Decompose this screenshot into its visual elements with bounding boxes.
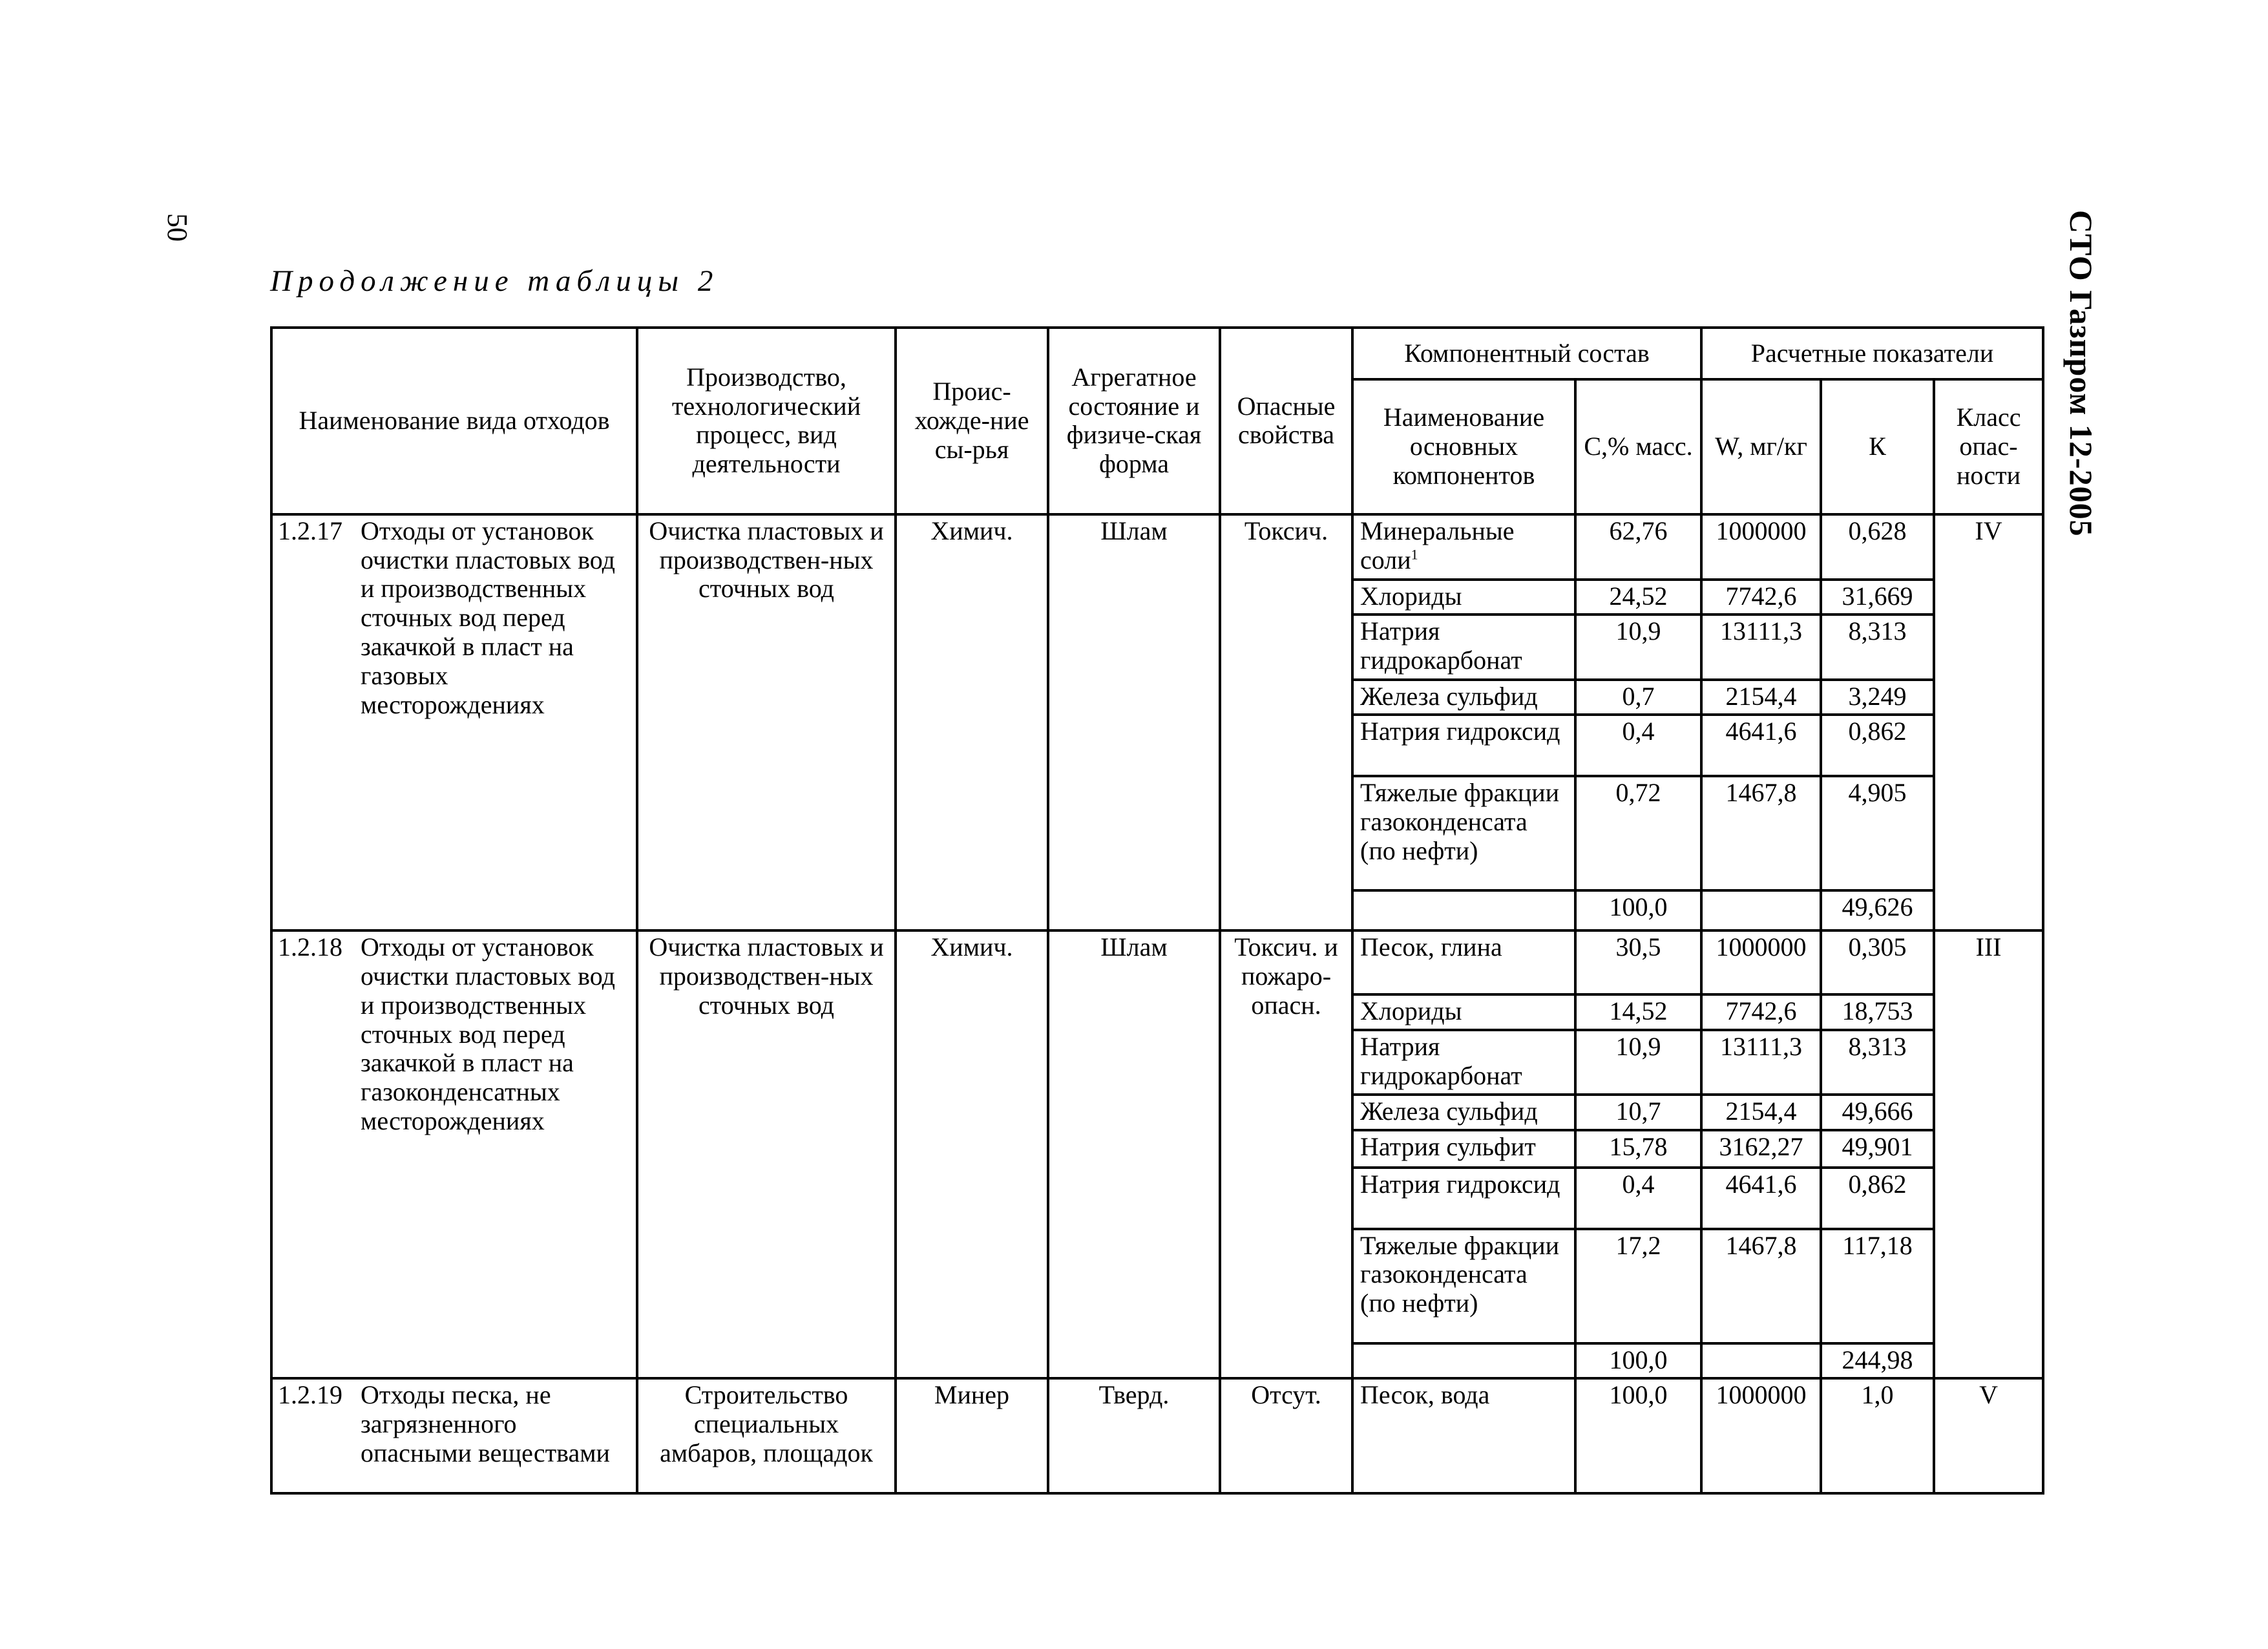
c-value: 17,2	[1575, 1229, 1701, 1343]
c-value: 0,4	[1575, 1168, 1701, 1229]
state-cell: Шлам	[1048, 930, 1220, 1378]
waste-name: Отходы от установок очистки пластовых вод и производственных сточных вод перед закачкой в пласт на газовых месторождениях	[361, 516, 615, 719]
c-value: 10,9	[1575, 1030, 1701, 1095]
component-name: Хлориды	[1360, 581, 1462, 611]
k-value: 49,666	[1821, 1095, 1934, 1129]
k-value: 0,628	[1821, 514, 1934, 580]
hazard-class-cell: III	[1934, 930, 2043, 1378]
w-value: 7742,6	[1701, 994, 1821, 1029]
danger-cell: Токсич.	[1220, 514, 1352, 930]
component-name-cell	[1352, 994, 1575, 1029]
c-value: 10,9	[1575, 614, 1701, 680]
document-code-header: СТО Газпром 12-2005	[2063, 210, 2099, 537]
footnote-mark: 1	[1411, 546, 1418, 563]
c-value: 100,0	[1575, 1378, 1701, 1493]
hazard-class-cell: IV	[1934, 514, 2043, 930]
c-value: 10,7	[1575, 1095, 1701, 1129]
table-row	[271, 930, 2043, 994]
waste-name-cell	[271, 1378, 637, 1493]
total-w-empty	[1701, 1343, 1821, 1378]
component-name: Железа сульфид	[1360, 681, 1538, 711]
origin-cell: Химич.	[896, 514, 1048, 930]
component-name-cell	[1352, 614, 1575, 680]
origin-cell: Химич.	[896, 930, 1048, 1378]
header-process: Производство, технологический процесс, вид деятельности	[637, 328, 896, 514]
waste-name: Отходы от установок очистки пластовых вод и производственных сточных вод перед закачкой в пласт на газоконденсатных месторождениях	[361, 932, 615, 1136]
total-c: 100,0	[1575, 1343, 1701, 1378]
process-cell: Очистка пластовых и производствен-ных сточных вод	[637, 930, 896, 1378]
w-value: 13111,3	[1701, 1030, 1821, 1095]
w-value: 1000000	[1701, 930, 1821, 994]
component-name: Песок, глина	[1360, 932, 1502, 962]
c-value: 30,5	[1575, 930, 1701, 994]
w-value: 1000000	[1701, 514, 1821, 580]
waste-id: 1.2.17	[278, 516, 342, 545]
c-value: 0,72	[1575, 776, 1701, 890]
component-name: Хлориды	[1360, 996, 1462, 1026]
c-value: 62,76	[1575, 514, 1701, 580]
k-value: 8,313	[1821, 1030, 1934, 1095]
total-k: 49,626	[1821, 890, 1934, 930]
danger-cell: Токсич. и пожаро-опасн.	[1220, 930, 1352, 1378]
total-c: 100,0	[1575, 890, 1701, 930]
component-name: Минеральные соли	[1360, 516, 1515, 574]
component-name: Натрия гидроксид	[1360, 1169, 1560, 1199]
component-name-cell	[1352, 1130, 1575, 1168]
w-value: 1467,8	[1701, 1229, 1821, 1343]
c-value: 14,52	[1575, 994, 1701, 1029]
c-value: 0,4	[1575, 715, 1701, 776]
component-name-cell	[1352, 580, 1575, 614]
component-name: Тяжелые фракции газоконденсата (по нефти)	[1360, 777, 1560, 865]
table-row	[271, 514, 2043, 580]
waste-name-cell	[271, 514, 637, 930]
k-value: 3,249	[1821, 680, 1934, 715]
w-value: 2154,4	[1701, 680, 1821, 715]
w-value: 3162,27	[1701, 1130, 1821, 1168]
component-name-cell	[1352, 930, 1575, 994]
component-name-cell	[1352, 1229, 1575, 1343]
k-value: 8,313	[1821, 614, 1934, 680]
header-danger: Опасные свойства	[1220, 328, 1352, 514]
page-number: 50	[162, 213, 193, 242]
waste-id: 1.2.18	[278, 932, 342, 962]
k-value: 1,0	[1821, 1378, 1934, 1493]
header-component-name: Наименование основных компонентов	[1352, 379, 1575, 514]
component-name-cell	[1352, 680, 1575, 715]
component-name-cell	[1352, 1095, 1575, 1129]
w-value: 1467,8	[1701, 776, 1821, 890]
header-w: W, мг/кг	[1701, 379, 1821, 514]
w-value: 7742,6	[1701, 580, 1821, 614]
header-class: Класс опас-ности	[1934, 379, 2043, 514]
component-name: Железа сульфид	[1360, 1097, 1538, 1126]
component-name: Тяжелые фракции газоконденсата (по нефти)	[1360, 1230, 1560, 1318]
table-row	[271, 1378, 2043, 1493]
header-component-group: Компонентный состав	[1352, 328, 1701, 379]
header-c: С,% масс.	[1575, 379, 1701, 514]
process-cell: Строительство специальных амбаров, площадок	[637, 1378, 896, 1493]
state-cell: Шлам	[1048, 514, 1220, 930]
header-calc-group: Расчетные показатели	[1701, 328, 2043, 379]
w-value: 4641,6	[1701, 715, 1821, 776]
k-value: 49,901	[1821, 1130, 1934, 1168]
component-name: Песок, вода	[1360, 1380, 1490, 1410]
danger-cell: Отсут.	[1220, 1378, 1352, 1493]
k-value: 31,669	[1821, 580, 1934, 614]
header-origin: Проис-хожде-ние сы-рья	[896, 328, 1048, 514]
k-value: 0,862	[1821, 1168, 1934, 1229]
component-name-cell	[1352, 514, 1575, 580]
hazard-class-cell: V	[1934, 1378, 2043, 1493]
component-name: Натрия гидрокарбонат	[1360, 1031, 1522, 1090]
total-w-empty	[1701, 890, 1821, 930]
header-state: Агрегатное состояние и физиче-ская форма	[1048, 328, 1220, 514]
waste-table	[270, 326, 2044, 1495]
total-label-cell	[1352, 1343, 1575, 1378]
component-name-cell	[1352, 715, 1575, 776]
waste-name: Отходы песка, не загрязненного опасными веществами	[361, 1380, 610, 1468]
component-name-cell	[1352, 1168, 1575, 1229]
k-value: 117,18	[1821, 1229, 1934, 1343]
component-name: Натрия гидроксид	[1360, 717, 1560, 746]
w-value: 2154,4	[1701, 1095, 1821, 1129]
k-value: 4,905	[1821, 776, 1934, 890]
waste-name-cell	[271, 930, 637, 1378]
process-cell: Очистка пластовых и производствен-ных сточных вод	[637, 514, 896, 930]
c-value: 15,78	[1575, 1130, 1701, 1168]
component-name-cell	[1352, 1378, 1575, 1493]
k-value: 18,753	[1821, 994, 1934, 1029]
waste-id: 1.2.19	[278, 1380, 342, 1410]
component-name: Натрия гидрокарбонат	[1360, 616, 1522, 675]
c-value: 0,7	[1575, 680, 1701, 715]
k-value: 0,862	[1821, 715, 1934, 776]
w-value: 4641,6	[1701, 1168, 1821, 1229]
total-label-cell	[1352, 890, 1575, 930]
total-k: 244,98	[1821, 1343, 1934, 1378]
table-caption: Продолжение таблицы 2	[270, 264, 719, 298]
header-k: К	[1821, 379, 1934, 514]
w-value: 13111,3	[1701, 614, 1821, 680]
w-value: 1000000	[1701, 1378, 1821, 1493]
k-value: 0,305	[1821, 930, 1934, 994]
component-name-cell	[1352, 776, 1575, 890]
origin-cell: Минер	[896, 1378, 1048, 1493]
header-name: Наименование вида отходов	[271, 328, 637, 514]
component-name: Натрия сульфит	[1360, 1131, 1536, 1161]
component-name-cell	[1352, 1030, 1575, 1095]
state-cell: Тверд.	[1048, 1378, 1220, 1493]
c-value: 24,52	[1575, 580, 1701, 614]
